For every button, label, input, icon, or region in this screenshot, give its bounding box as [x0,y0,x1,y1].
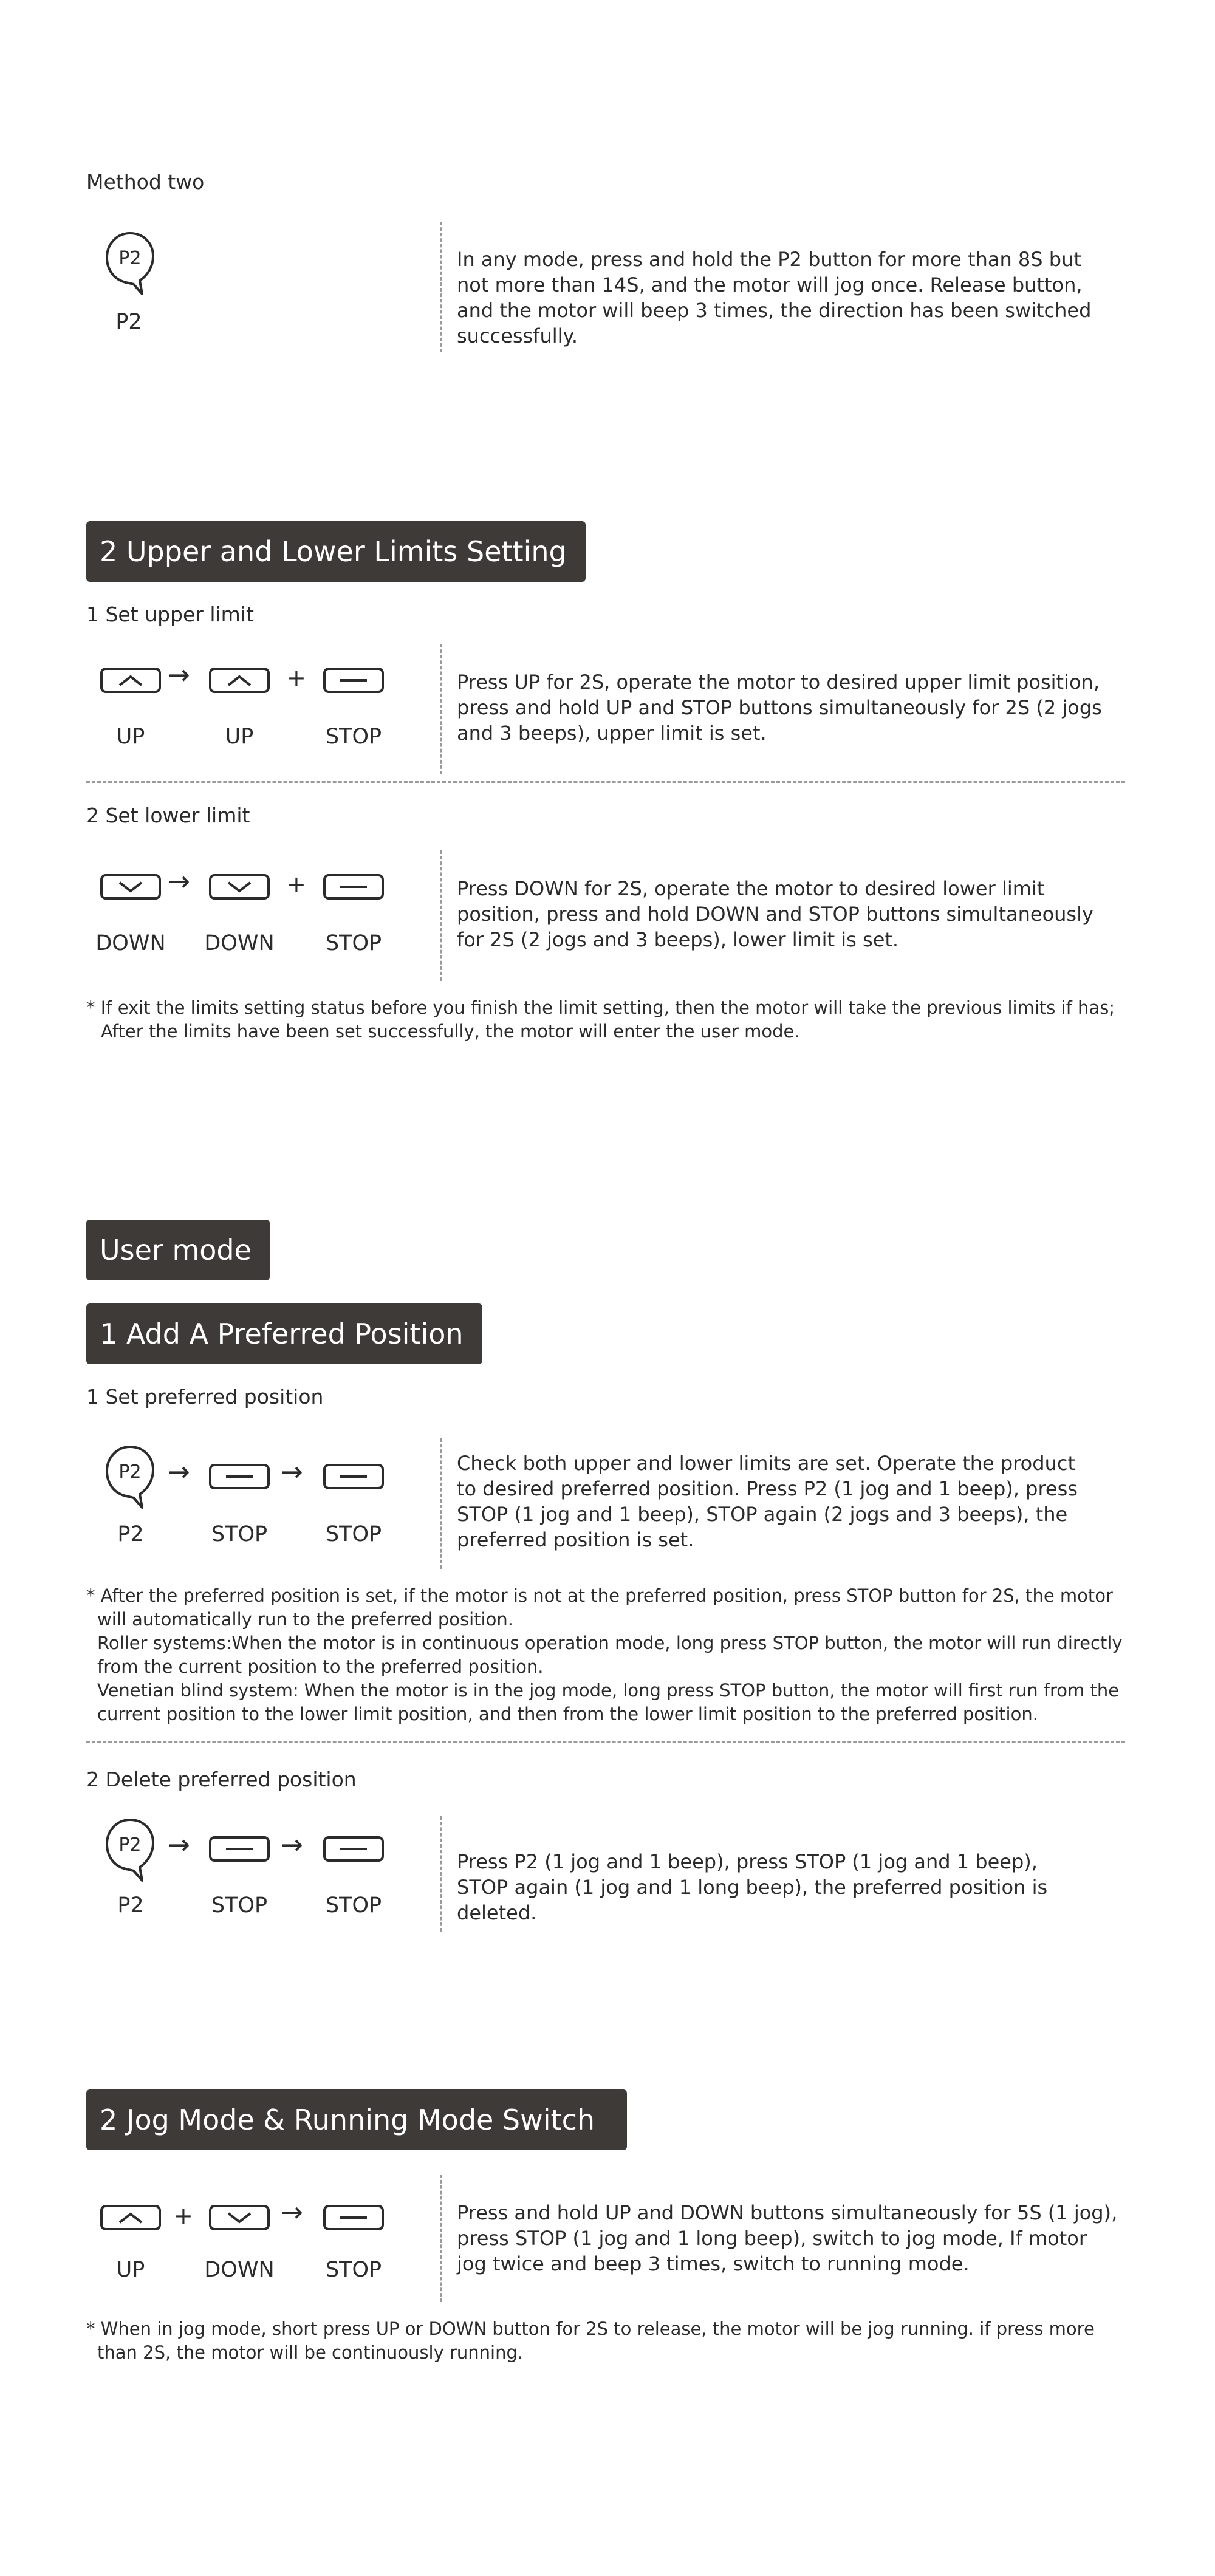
preferred-position-heading: 1 Add A Preferred Position [86,1303,482,1364]
up-button[interactable] [209,668,270,693]
preferred-note [86,1584,1168,1726]
key-label: STOP [325,1893,382,1918]
arrow-right-icon: → [168,660,190,691]
note-line: Roller systems:When the motor is in continuous operation mode, long press STOP button, the motor will run directly [97,1633,1123,1653]
arrow-right-icon: → [281,1830,303,1860]
note-line: current position to the lower limit position, and then from the lower limit position to the preferred position. [97,1704,1038,1724]
stop-button[interactable] [323,1464,384,1489]
note-line: * After the preferred position is set, if the motor is not at the preferred position, press STOP button for 2S, the motor [86,1585,1113,1606]
p2-key-label: P2 [115,310,142,334]
key-label: UP [225,725,254,749]
section-divider [440,850,442,981]
key-label: UP [116,2258,145,2282]
note-line: from the current position to the preferred position. [97,1656,544,1677]
key-label: P2 [117,1522,144,1546]
section-divider [440,1816,442,1932]
p2-icon-text: P2 [118,1834,142,1856]
method-two-description: In any mode, press and hold the P2 button for more than 8S but not more than 14S, and the motor will jog once. Release button, and the motor will beep 3 times, the direction has been switched successfully. [457,248,1092,347]
key-label: STOP [325,1522,382,1546]
arrow-right-icon: → [168,1457,190,1488]
section-divider [440,222,442,352]
p2-button-icon[interactable] [104,230,157,296]
key-label: STOP [325,931,382,955]
stop-button[interactable] [209,1836,270,1862]
stop-button[interactable] [209,1464,270,1489]
upper-limit-description: Press UP for 2S, operate the motor to desired upper limit position, press and hold UP and STOP buttons simultaneously for 2S (2 jogs and 3 beeps), upper limit is set. [457,671,1102,745]
horizontal-divider [86,781,1125,783]
key-label: DOWN [204,931,275,955]
plus-icon: + [287,871,306,898]
section-divider [440,644,442,774]
key-label: STOP [211,1522,268,1546]
up-button[interactable] [100,2205,161,2230]
down-button[interactable] [100,874,161,900]
method-two-title: Method two [86,170,205,194]
key-label: P2 [117,1893,144,1918]
note-line: * When in jog mode, short press UP or DOWN button for 2S to release, the motor will be jog running. if press more [86,2318,1095,2339]
up-button[interactable] [100,668,161,693]
horizontal-divider [86,1741,1125,1743]
note-line: will automatically run to the preferred position. [97,1609,513,1630]
p2-button-icon[interactable] [104,1443,157,1510]
stop-button[interactable] [323,2205,384,2230]
down-button[interactable] [209,874,270,900]
jog-mode-heading: 2 Jog Mode & Running Mode Switch [86,2089,627,2150]
stop-button[interactable] [323,668,384,693]
delete-preferred-description: Press P2 (1 jog and 1 beep), press STOP (1 jog and 1 beep), STOP again (1 jog and 1 long beep), the preferred position is deleted. [457,1850,1048,1924]
key-label: DOWN [95,931,166,955]
set-preferred-description: Check both upper and lower limits are set. Operate the product to desired preferred position. Press P2 (1 jog and 1 beep), press STOP (1 jog and 1 beep), STOP again (2 jogs and 3 beeps), the preferred position is set. [457,1452,1078,1551]
set-lower-limit-title: 2 Set lower limit [86,804,250,827]
key-label: UP [116,725,145,749]
arrow-right-icon: → [168,1830,190,1860]
set-preferred-position-title: 1 Set preferred position [86,1385,324,1409]
user-mode-heading: User mode [86,1220,270,1280]
plus-icon: + [174,2202,193,2229]
limits-note [86,996,1155,1044]
key-label: STOP [211,1893,268,1918]
set-upper-limit-title: 1 Set upper limit [86,603,254,626]
key-label: DOWN [204,2258,275,2282]
key-label: STOP [325,725,382,749]
section-divider [440,2175,442,2302]
limits-heading: 2 Upper and Lower Limits Setting [86,521,586,582]
p2-icon-text: P2 [118,1461,142,1483]
p2-icon-text: P2 [118,248,142,269]
delete-preferred-position-title: 2 Delete preferred position [86,1768,357,1791]
p2-button-icon[interactable] [104,1816,157,1883]
arrow-right-icon: → [168,866,190,897]
lower-limit-description: Press DOWN for 2S, operate the motor to desired lower limit position, press and hold DOWN and STOP buttons simultaneously for 2S (2 jogs and 3 beeps), lower limit is set. [457,877,1094,951]
arrow-right-icon: → [281,2197,303,2228]
note-line: * If exit the limits setting status before you finish the limit setting, then the motor will take the previous limits if has; [86,997,1115,1018]
key-label: STOP [325,2258,382,2282]
stop-button[interactable] [323,874,384,900]
arrow-right-icon: → [281,1457,303,1488]
section-divider [440,1438,442,1569]
jog-mode-description: Press and hold UP and DOWN buttons simultaneously for 5S (1 jog), press STOP (1 jog and 1 long beep), switch to jog mode, If motor jog twice and beep 3 times, switch to running mode. [457,2201,1118,2275]
stop-button[interactable] [323,1836,384,1862]
note-line: After the limits have been set successfully, the motor will enter the user mode. [101,1021,800,1042]
note-line: than 2S, the motor will be continuously running. [97,2342,524,2363]
note-line: Venetian blind system: When the motor is in the jog mode, long press STOP button, the motor will first run from the [97,1680,1120,1701]
down-button[interactable] [209,2205,270,2230]
plus-icon: + [287,664,306,691]
jog-note [86,2317,1155,2365]
